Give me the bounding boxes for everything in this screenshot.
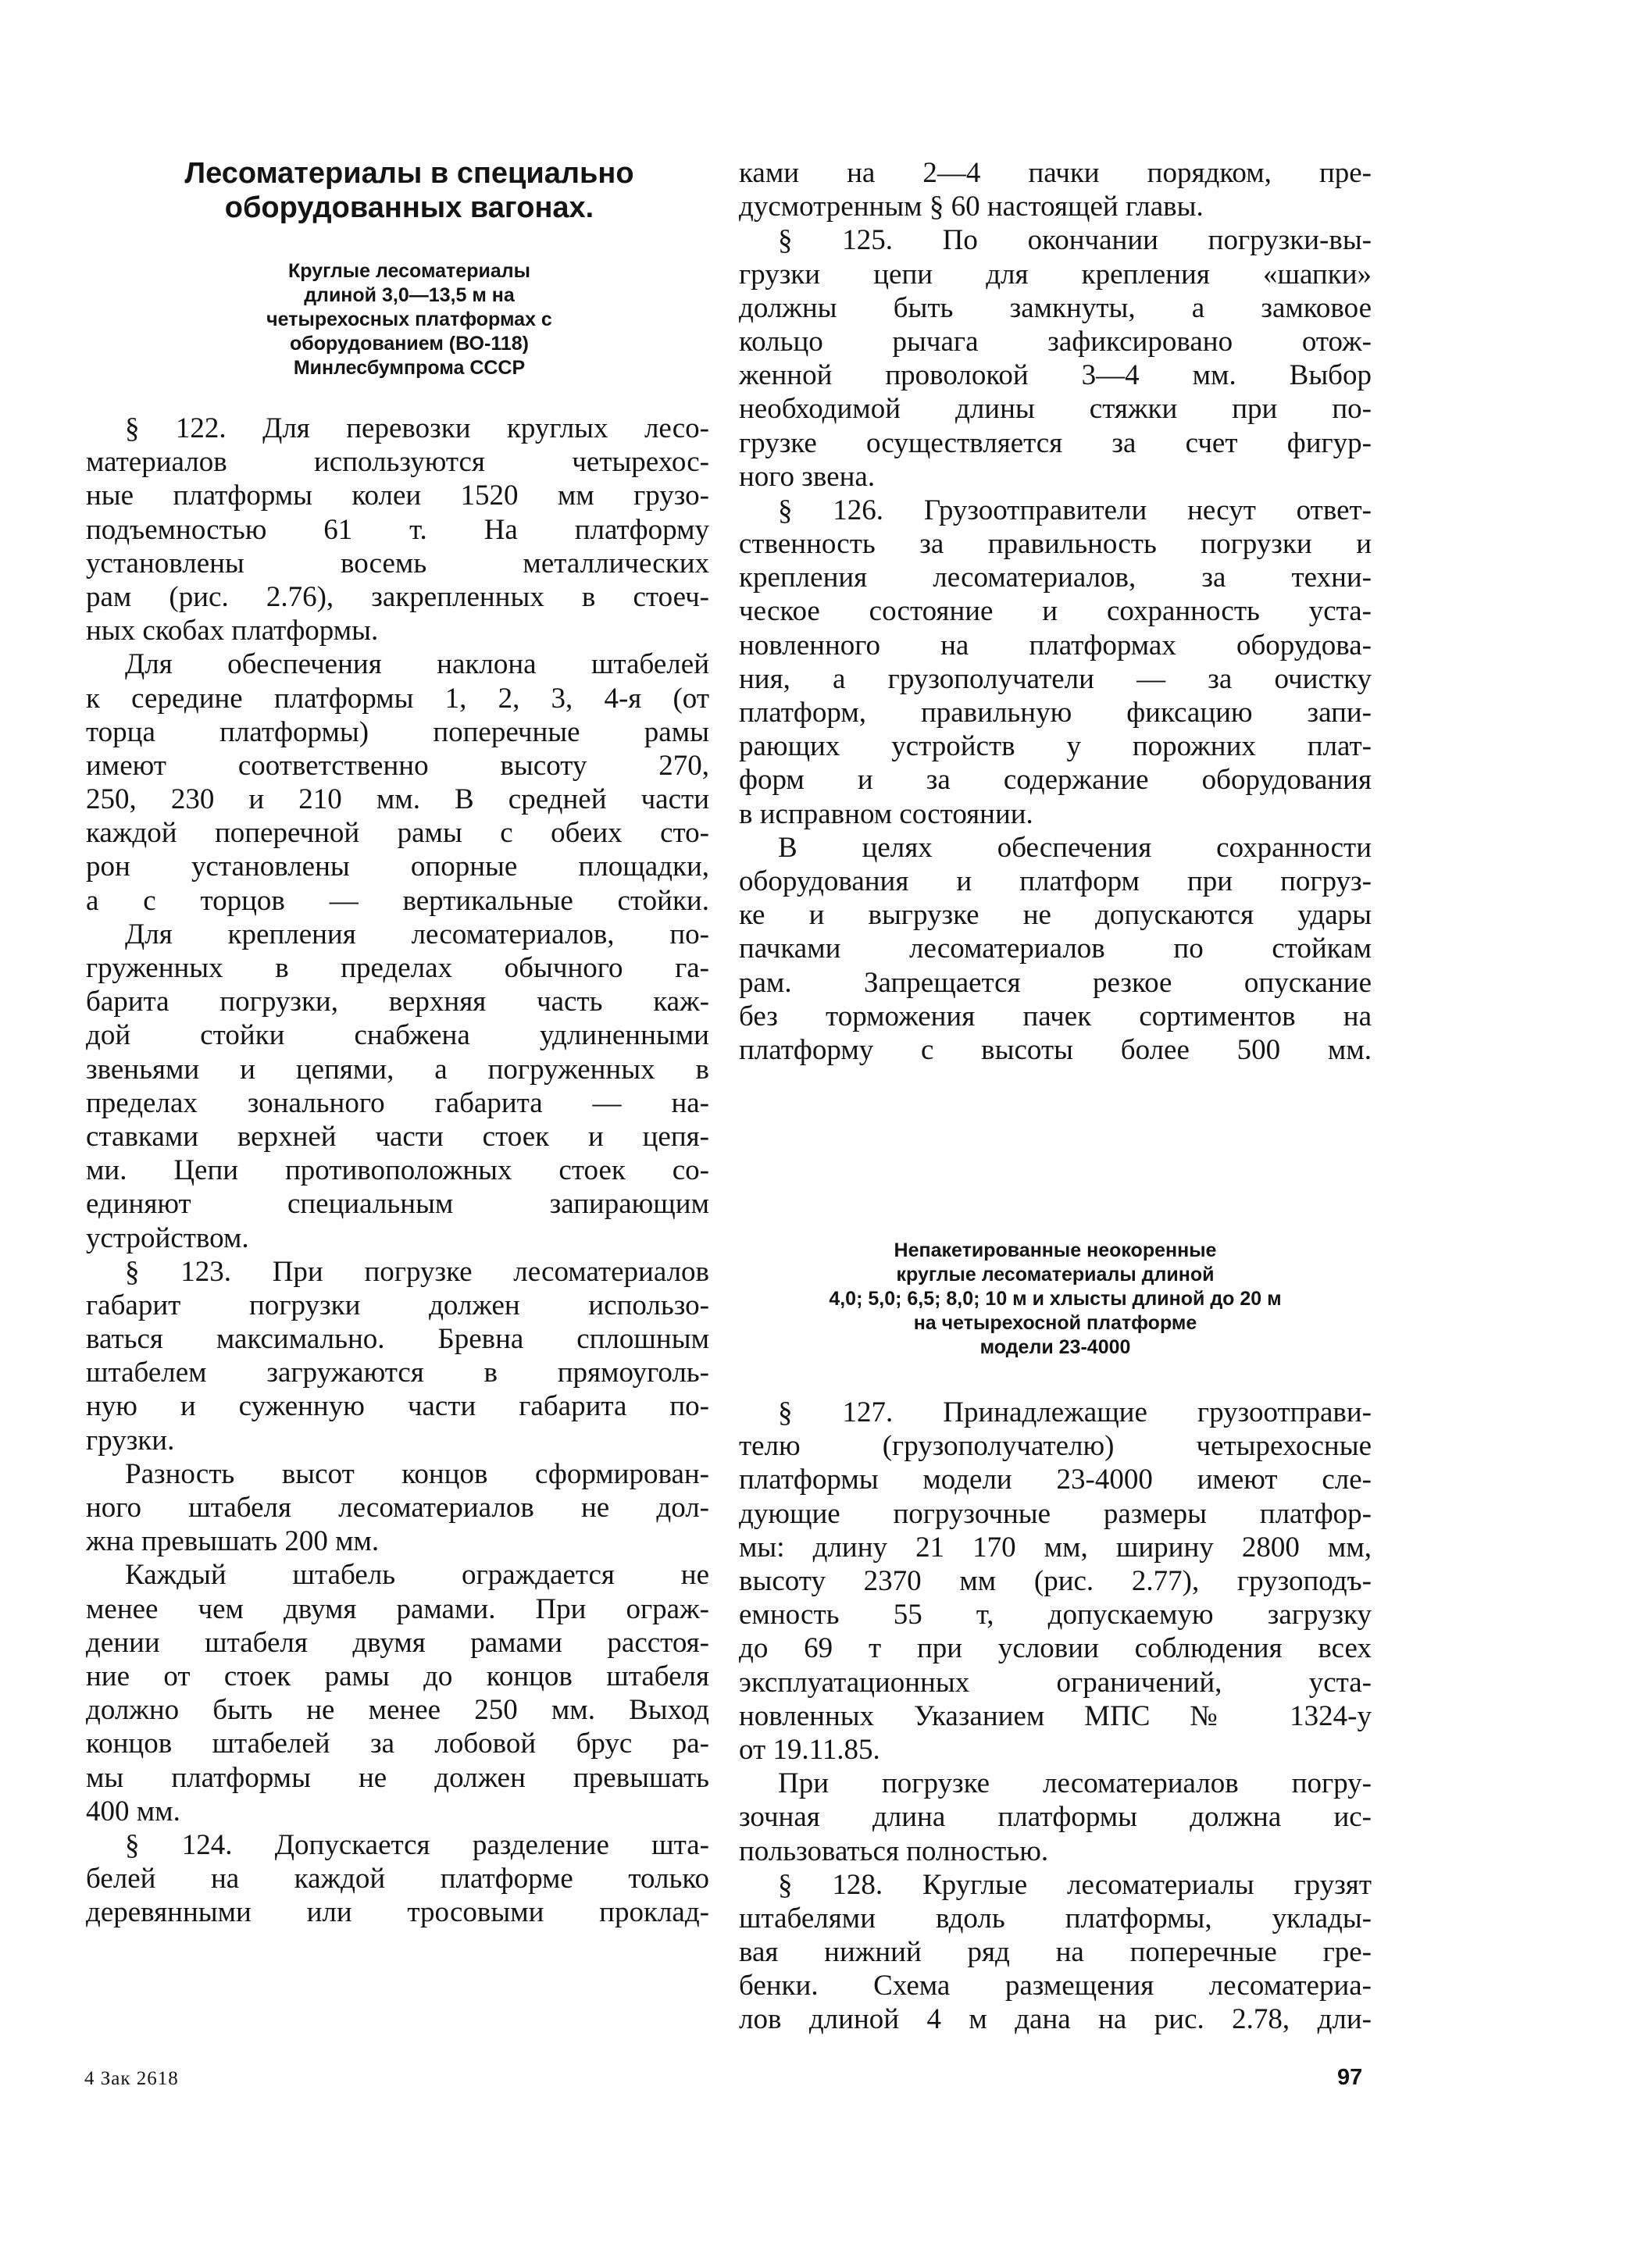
text-line: дении штабеля двумя рамами расстоя- [86, 1626, 709, 1659]
text-line: бенки. Схема размещения лесоматериа- [739, 1970, 1372, 2002]
right-body-text-top [739, 156, 1372, 1067]
text-line: емность 55 т, допускаемую загрузку [739, 1599, 1372, 1631]
text-line: менее чем двумя рамами. При ограж- [86, 1592, 709, 1625]
text-line: женной проволокой 3—4 мм. Выбор [739, 359, 1372, 392]
text-line: торца платформы) поперечные рамы [86, 715, 709, 748]
text-line: ственность за правильность погрузки и [739, 528, 1372, 561]
subheading-line: длиной 3,0—13,5 м на [304, 284, 515, 306]
left-body-text [86, 412, 709, 1929]
text-line: рам (рис. 2.76), закрепленных в стоеч- [86, 580, 709, 613]
subheading-line: Непакетированные неокоренные [894, 1239, 1217, 1262]
text-line: пользоваться полностью. [739, 1835, 1049, 1867]
text-line: дой стойки снабжена удлиненными [86, 1019, 709, 1052]
text-line: в исправном состоянии. [739, 797, 1033, 830]
text-line: новленных Указанием МПС № 1324-у [739, 1699, 1372, 1732]
text-line: к середине платформы 1, 2, 3, 4-я (от [86, 682, 709, 715]
text-line: мы платформы не должен превышать [86, 1761, 709, 1794]
subheading-line: четырехосных платформах с [266, 308, 552, 330]
text-line: барита погрузки, верхняя часть каж- [86, 986, 709, 1018]
text-line: грузке осуществляется за счет фигур- [739, 426, 1372, 459]
text-line: грузки. [86, 1424, 175, 1457]
text-line: зочная длина платформы должна ис- [739, 1801, 1372, 1834]
text-line: ного звена. [739, 460, 876, 493]
text-line: мы: длину 21 170 мм, ширину 2800 мм, [739, 1531, 1372, 1564]
text-line: § 123. При погрузке лесоматериалов [125, 1255, 709, 1288]
subheading-line: на четырехосной платформе [913, 1312, 1197, 1335]
text-line: до 69 т при условии соблюдения всех [739, 1632, 1372, 1665]
text-line: кольцо рычага зафиксировано отож- [739, 325, 1372, 358]
text-line: § 126. Грузоотправители несут ответ- [778, 494, 1372, 526]
text-line: ставками верхней части стоек и цепя- [86, 1120, 709, 1153]
text-line: ных скобах платформы. [86, 615, 379, 647]
text-line: белей на каждой платформе только [86, 1863, 709, 1895]
text-line: В целях обеспечения сохранности [778, 831, 1372, 864]
text-line: платформ, правильную фиксацию запи- [739, 697, 1372, 729]
text-line: крепления лесоматериалов, за техни- [739, 562, 1372, 594]
subheading-line: оборудованием (ВО-118) [290, 333, 529, 355]
text-line: Разность высот концов сформирован- [125, 1457, 709, 1490]
text-line: концов штабелей за лобовой брус ра- [86, 1728, 709, 1760]
text-line: груженных в пределах обычного га- [86, 952, 709, 984]
text-line: рон установлены опорные площадки, [86, 850, 709, 883]
text-line: ного штабеля лесоматериалов не дол- [86, 1492, 709, 1524]
text-line: вая нижний ряд на поперечные гре- [739, 1936, 1372, 1969]
text-line: Для обеспечения наклона штабелей [125, 648, 709, 681]
text-line: звеньями и цепями, а погруженных в [86, 1053, 709, 1086]
subsection-heading [109, 259, 709, 380]
text-line: высоту 2370 мм (рис. 2.77), грузоподъ- [739, 1565, 1372, 1597]
text-line: ческое состояние и сохранность уста- [739, 595, 1372, 628]
text-line: штабелями вдоль платформы, уклады- [739, 1902, 1372, 1935]
text-line: оборудования и платформ при погруз- [739, 865, 1372, 897]
text-line: необходимой длины стяжки при по- [739, 393, 1372, 426]
text-line: При погрузке лесоматериалов погру- [778, 1767, 1372, 1800]
text-line: подъемностью 61 т. На платформу [86, 513, 709, 546]
text-line: каждой поперечной рамы с обеих сто- [86, 817, 709, 850]
text-line: § 125. По окончании погрузки-вы- [778, 224, 1372, 257]
text-line: § 127. Принадлежащие грузоотправи- [778, 1396, 1372, 1429]
text-line: эксплуатационных ограничений, уста- [739, 1666, 1372, 1699]
text-line: дующие погрузочные размеры платфор- [739, 1497, 1372, 1530]
text-line: 400 мм. [86, 1795, 180, 1828]
text-line: ную и суженную части габарита по- [86, 1390, 709, 1423]
heading-line: оборудованных вагонах. [224, 191, 594, 224]
right-column [739, 156, 1372, 2037]
printer-note: 4 Зак 2618 [84, 2068, 179, 2089]
text-line: материалов используются четырехос- [86, 446, 709, 479]
text-line: 250, 230 и 210 мм. В средней части [86, 783, 709, 816]
text-line: ваться максимально. Бревна сплошным [86, 1323, 709, 1356]
text-line: от 19.11.85. [739, 1733, 880, 1766]
page-number: 97 [1337, 2065, 1363, 2090]
subheading-line: Минлесбумпрома СССР [293, 357, 526, 379]
text-line: грузки цепи для крепления «шапки» [739, 258, 1372, 291]
subheading-line: модели 23-4000 [979, 1336, 1131, 1359]
text-line: установлены восемь металлических [86, 547, 709, 579]
subheading-line: 4,0; 5,0; 6,5; 8,0; 10 м и хлысты длиной до 20 м [829, 1288, 1282, 1310]
text-line: должно быть не менее 250 мм. Выход [86, 1694, 709, 1727]
text-line: а с торцов — вертикальные стойки. [86, 884, 709, 917]
subheading-line: Круглые лесоматериалы [288, 260, 530, 282]
left-column [86, 156, 709, 1929]
text-line: § 124. Допускается разделение шта- [125, 1828, 709, 1861]
text-line: ние от стоек рамы до концов штабеля [86, 1660, 709, 1692]
text-line: платформу с высоты более 500 мм. [739, 1033, 1372, 1066]
text-line: должны быть замкнуты, а замковое [739, 291, 1372, 324]
text-line: устройством. [86, 1221, 249, 1254]
text-line: без торможения пачек сортиментов на [739, 1000, 1372, 1032]
text-line: единяют специальным запирающим [86, 1188, 709, 1221]
text-line: ке и выгрузке не допускаются удары [739, 899, 1372, 932]
text-line: жна превышать 200 мм. [86, 1525, 380, 1558]
heading-line: Лесоматериалы в специально [184, 157, 634, 190]
text-line: пределах зонального габарита — на- [86, 1086, 709, 1119]
subsection-heading-right [739, 1239, 1372, 1360]
text-line: платформы модели 23-4000 имеют сле- [739, 1464, 1372, 1496]
section-heading [109, 156, 709, 225]
text-line: Каждый штабель ограждается не [125, 1559, 709, 1592]
text-line: штабелем загружаются в прямоуголь- [86, 1357, 709, 1389]
subheading-line: круглые лесоматериалы длиной [896, 1264, 1215, 1286]
text-line: имеют соответственно высоту 270, [86, 749, 709, 782]
text-line: телю (грузополучателю) четырехосные [739, 1430, 1372, 1463]
text-line: лов длиной 4 м дана на рис. 2.78, дли- [739, 2003, 1372, 2036]
text-line: форм и за содержание оборудования [739, 764, 1372, 797]
text-line: рающих устройств у порожних плат- [739, 730, 1372, 763]
text-line: ные платформы колеи 1520 мм грузо- [86, 480, 709, 512]
text-line: деревянными или тросовыми проклад- [86, 1896, 709, 1929]
text-line: ния, а грузополучатели — за очистку [739, 662, 1372, 695]
text-line: пачками лесоматериалов по стойкам [739, 933, 1372, 965]
text-line: Для крепления лесоматериалов, по- [125, 918, 709, 950]
text-line: рам. Запрещается резкое опускание [739, 966, 1372, 999]
text-line: новленного на платформах оборудова- [739, 629, 1372, 661]
text-line: § 128. Круглые лесоматериалы грузят [778, 1868, 1372, 1901]
text-line: габарит погрузки должен использо- [86, 1289, 709, 1321]
text-line: дусмотренным § 60 настоящей главы. [739, 191, 1204, 223]
text-line: ками на 2—4 пачки порядком, пре- [739, 157, 1372, 189]
right-body-text-bottom [739, 1396, 1372, 2037]
text-line: ми. Цепи противоположных стоек со- [86, 1154, 709, 1187]
text-line: § 122. Для перевозки круглых лесо- [125, 412, 709, 444]
